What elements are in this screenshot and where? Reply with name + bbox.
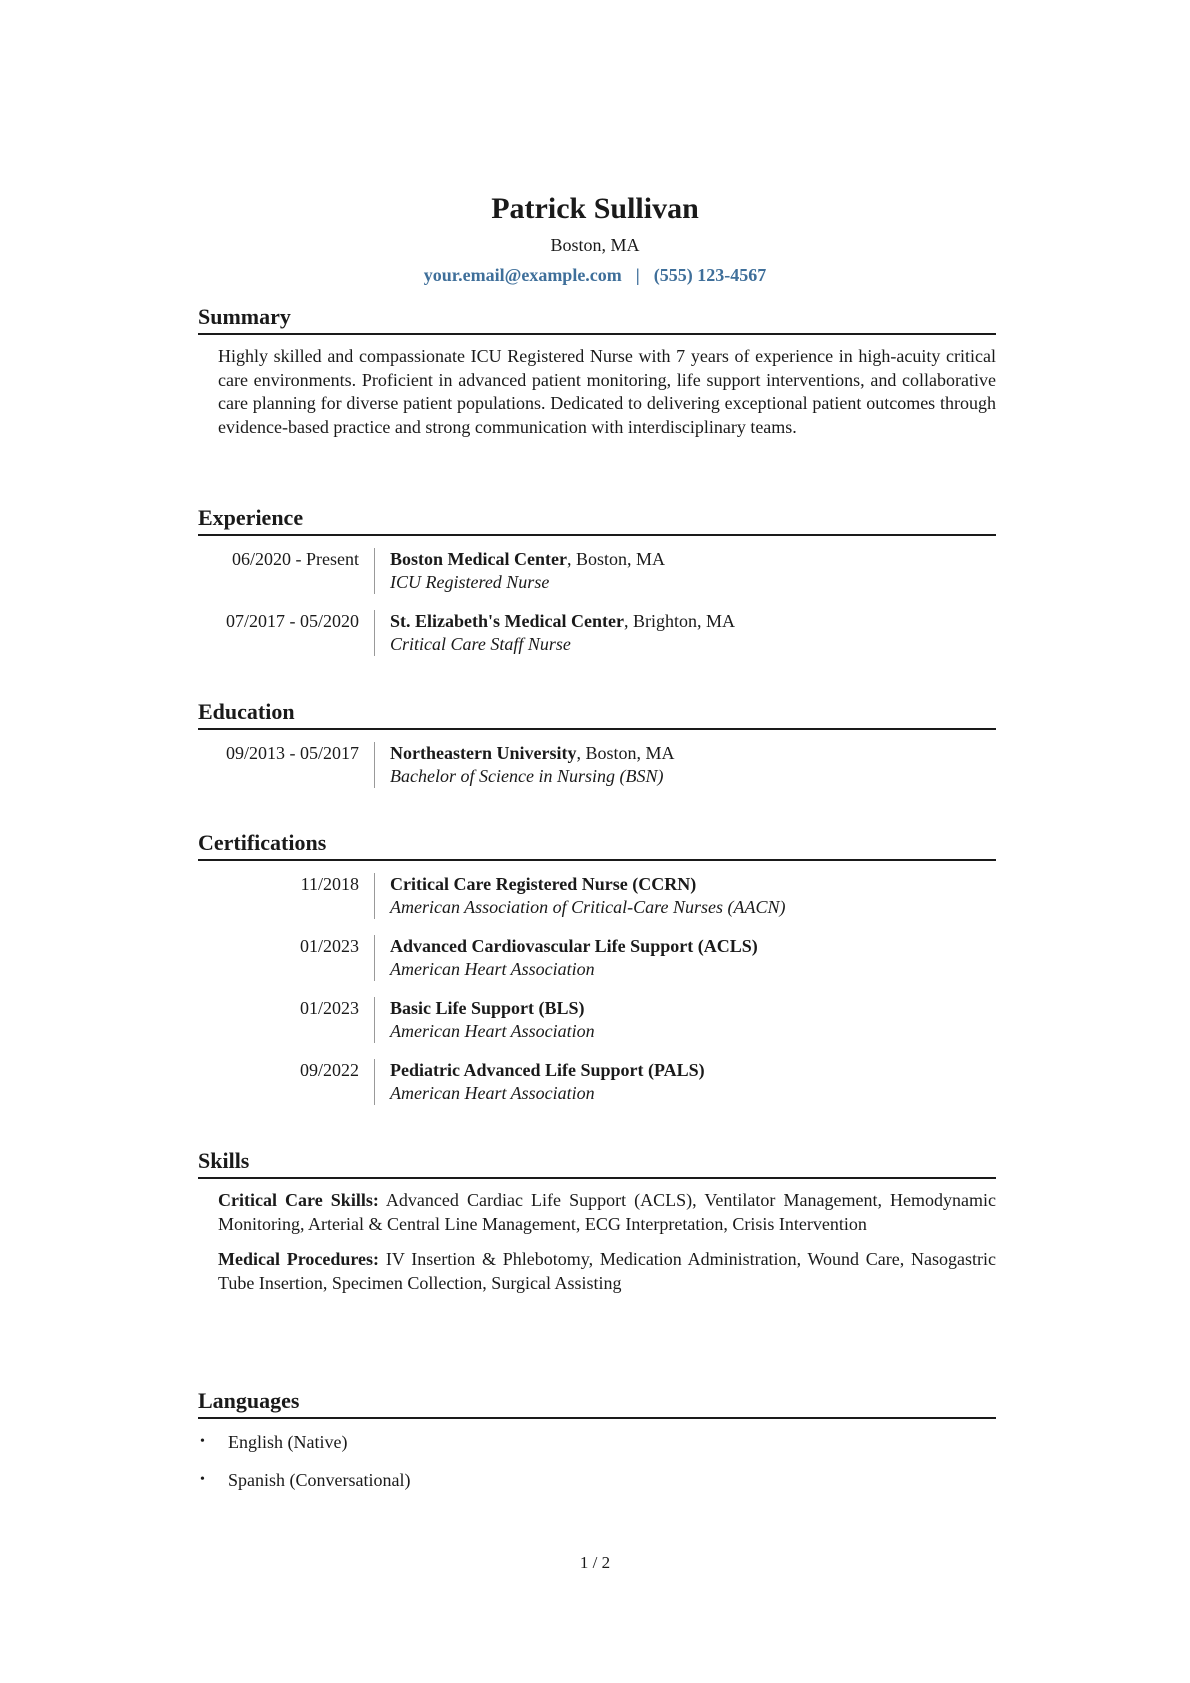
language-list <box>198 1419 996 1493</box>
section-title-languages: Languages <box>198 1387 996 1419</box>
entry-date: 01/2023 <box>299 998 359 1018</box>
entry-location: , Boston, MA <box>576 743 675 763</box>
entry-date: 09/2022 <box>299 1060 359 1080</box>
entry-location: , Boston, MA <box>566 549 665 569</box>
section-title-summary: Summary <box>198 303 996 335</box>
entry-role: ICU Registered Nurse <box>390 572 550 592</box>
entry-date: 07/2017 - 05/2020 <box>226 611 359 631</box>
section-title-skills: Skills <box>198 1147 996 1179</box>
entry-organization: Northeastern University <box>390 743 577 763</box>
entry-date: 11/2018 <box>300 874 359 894</box>
certification-issuer: American Heart Association <box>390 959 595 979</box>
bullet-icon: • <box>200 1434 205 1449</box>
skill-category: Critical Care Skills: <box>218 1190 379 1210</box>
experience-entry <box>198 610 996 656</box>
language-name: Spanish (Conversational) <box>228 1470 411 1490</box>
page-number: 1 / 2 <box>579 1553 611 1572</box>
certification-name: Critical Care Registered Nurse (CCRN) <box>390 874 697 894</box>
education-section <box>198 698 996 804</box>
entry-organization: St. Elizabeth's Medical Center <box>390 611 624 631</box>
languages-section <box>198 1387 996 1505</box>
certification-entry <box>198 873 996 919</box>
list-item <box>198 1467 996 1493</box>
certification-entry <box>198 997 996 1043</box>
certification-entry <box>198 935 996 981</box>
skill-group <box>218 1189 996 1236</box>
section-title-education: Education <box>198 698 996 730</box>
skills-section <box>198 1147 996 1307</box>
phone-link[interactable]: (555) 123-4567 <box>653 265 767 285</box>
list-item <box>198 1429 996 1455</box>
entry-date: 06/2020 - Present <box>232 549 359 569</box>
certification-issuer: American Heart Association <box>390 1021 595 1041</box>
certifications-section <box>198 829 996 1121</box>
skill-list: IV Insertion & Phlebotomy, Medication Administration, Wound Care, Nasogastric Tube Insertion, Specimen Collection, Surgical Assisting <box>218 1249 997 1293</box>
entry-organization: Boston Medical Center <box>390 549 567 569</box>
experience-entry <box>198 548 996 594</box>
candidate-location: Boston, MA <box>550 235 640 255</box>
entry-date: 01/2023 <box>299 936 359 956</box>
certification-issuer: American Heart Association <box>390 1083 595 1103</box>
certification-name: Basic Life Support (BLS) <box>390 998 585 1018</box>
entry-degree: Bachelor of Science in Nursing (BSN) <box>390 766 664 786</box>
certification-name: Advanced Cardiovascular Life Support (ACLS) <box>390 936 758 956</box>
education-entry <box>198 742 996 788</box>
skill-group <box>218 1248 996 1295</box>
certification-name: Pediatric Advanced Life Support (PALS) <box>390 1060 705 1080</box>
entry-location: , Brighton, MA <box>623 611 735 631</box>
certification-issuer: American Association of Critical-Care Nurses (AACN) <box>390 897 786 917</box>
email-link[interactable]: your.email@example.com <box>423 265 622 285</box>
section-title-certifications: Certifications <box>198 829 996 861</box>
summary-section <box>198 303 996 439</box>
summary-text: Highly skilled and compassionate ICU Registered Nurse with 7 years of experience in high-acuity critical care environments. Proficient in advanced patient monitoring, life support interventions, and collaborative care planning for diverse patient populations. Dedicated to delivering exceptional patient outcomes through evidence-based practice and strong communication with interdisciplinary teams. <box>218 346 996 437</box>
candidate-name: Patrick Sullivan <box>491 192 699 225</box>
contact-separator: | <box>635 265 640 285</box>
skill-list: Advanced Cardiac Life Support (ACLS), Ventilator Management, Hemodynamic Monitoring, Arterial & Central Line Management, ECG Interpretation, Crisis Intervention <box>218 1190 997 1234</box>
language-name: English (Native) <box>228 1432 348 1452</box>
entry-date: 09/2013 - 05/2017 <box>226 743 359 763</box>
entry-role: Critical Care Staff Nurse <box>390 634 571 654</box>
contact-line <box>0 262 1190 288</box>
experience-section <box>198 504 996 672</box>
certification-entry <box>198 1059 996 1105</box>
section-title-experience: Experience <box>198 504 996 536</box>
bullet-icon: • <box>200 1472 205 1487</box>
skill-category: Medical Procedures: <box>218 1249 380 1269</box>
resume-header <box>0 190 1190 288</box>
